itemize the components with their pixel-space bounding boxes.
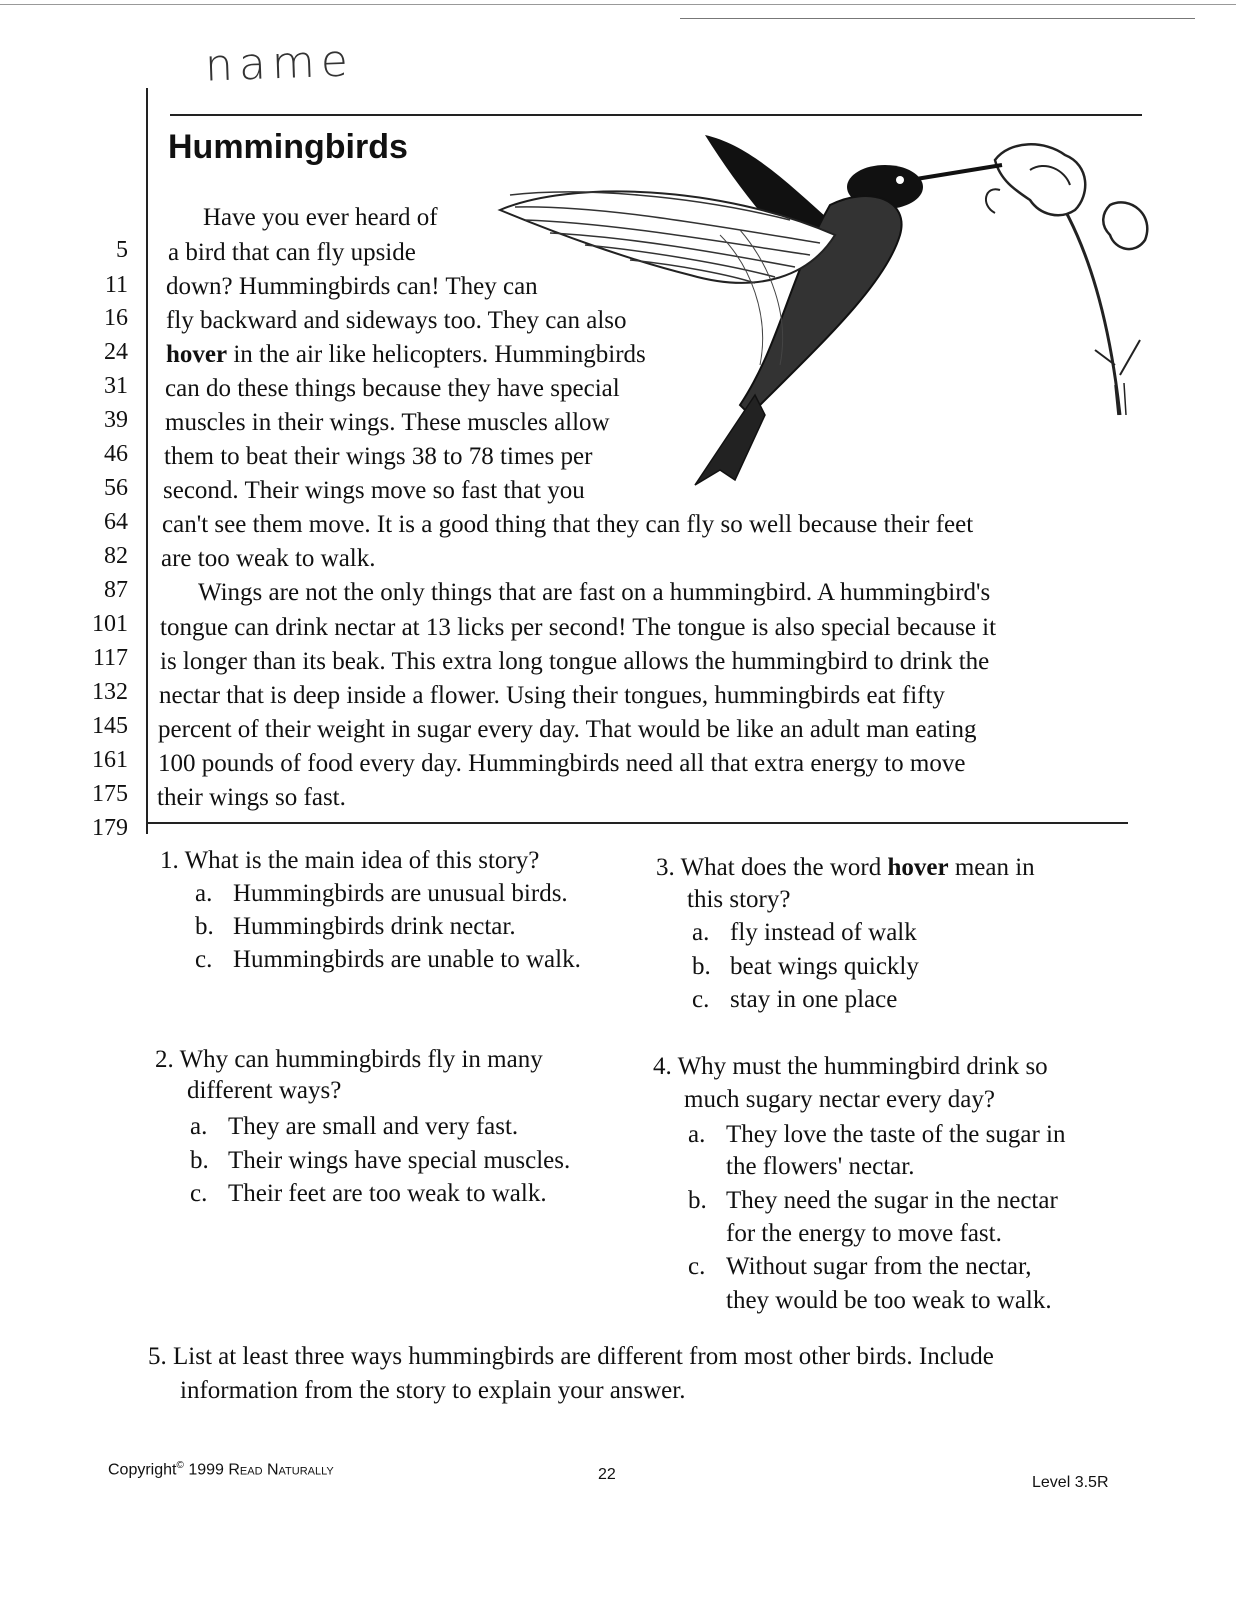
section-rule — [148, 822, 1128, 824]
option-text: fly instead of walk — [730, 919, 917, 946]
option-letter: b. — [688, 1187, 707, 1214]
top-edge-line — [0, 4, 1236, 5]
line-number: 11 — [104, 272, 128, 298]
passage-text: percent of their weight in sugar every day. That would be like an adult man eating — [158, 716, 977, 743]
vocab-word: hover — [166, 341, 228, 368]
passage-line — [198, 576, 990, 610]
passage-line — [157, 781, 346, 815]
line-number: 16 — [104, 305, 128, 331]
line-number: 24 — [104, 339, 128, 365]
question-4-line2: much sugary nectar every day? — [684, 1086, 995, 1113]
line-number: 46 — [104, 441, 128, 467]
question-number: 4. — [653, 1053, 672, 1080]
passage-text: in the air like helicopters. Hummingbirds — [227, 341, 646, 368]
option-text: They are small and very fast. — [228, 1113, 519, 1140]
passage-line — [163, 474, 585, 508]
option-letter: b. — [692, 953, 711, 980]
passage-line — [162, 508, 973, 542]
passage-line — [158, 747, 965, 781]
passage-text: are too weak to walk. — [161, 545, 376, 572]
passage-text: muscles in their wings. These muscles allow — [165, 409, 610, 436]
passage-text: down? Hummingbirds can! They can — [166, 273, 538, 300]
question-text-pre: What does the word — [680, 854, 888, 881]
q1-option-a[interactable] — [195, 877, 568, 910]
option-letter: a. — [692, 919, 710, 946]
option-text: Their feet are too weak to walk. — [228, 1180, 547, 1207]
option-text: Their wings have special muscles. — [228, 1147, 571, 1174]
option-letter: c. — [190, 1180, 208, 1207]
q2-option-b[interactable] — [190, 1144, 570, 1177]
option-letter: a. — [190, 1113, 208, 1140]
question-number: 5. — [148, 1343, 167, 1370]
option-text: Without sugar from the nectar, — [726, 1253, 1032, 1280]
passage-text: can do these things because they have special — [165, 375, 620, 402]
passage-text: Wings are not the only things that are fast on a hummingbird. A hummingbird's — [198, 579, 991, 606]
q4-option-b-line2: for the energy to move fast. — [726, 1220, 1002, 1247]
passage-line — [165, 372, 620, 406]
passage-line — [166, 304, 627, 338]
line-number: 117 — [92, 645, 128, 671]
line-number: 179 — [92, 815, 128, 841]
passage-text: a bird that can fly upside — [168, 239, 416, 266]
option-letter: b. — [195, 913, 214, 940]
line-number: 31 — [104, 373, 128, 399]
passage-text: tongue can drink nectar at 13 licks per second! The tongue is also special because it — [160, 614, 997, 641]
q3-option-b[interactable] — [692, 950, 919, 983]
q3-option-c[interactable] — [692, 983, 897, 1016]
level-label: Level 3.5R — [1032, 1474, 1109, 1491]
question-3 — [656, 851, 1035, 884]
q4-option-c[interactable] — [688, 1250, 1032, 1283]
question-number: 3. — [656, 854, 675, 881]
copyright-year: 1999 — [188, 1461, 224, 1479]
q3-option-a[interactable] — [692, 916, 917, 949]
line-number: 161 — [92, 747, 128, 773]
line-number: 5 — [116, 237, 128, 263]
passage-text: them to beat their wings 38 to 78 times per — [164, 443, 593, 470]
passage-text: fly backward and sideways too. They can also — [166, 307, 627, 334]
q2-option-c[interactable] — [190, 1177, 547, 1210]
option-text: Hummingbirds are unusual birds. — [233, 880, 568, 907]
passage-line — [165, 406, 610, 440]
line-number: 56 — [104, 475, 128, 501]
passage-text: their wings so fast. — [157, 784, 346, 811]
copyright-notice — [108, 1460, 334, 1479]
passage-line — [203, 201, 438, 235]
option-text: Hummingbirds drink nectar. — [233, 913, 516, 940]
option-letter: a. — [688, 1121, 706, 1148]
option-text: beat wings quickly — [730, 953, 919, 980]
q4-option-a-line2: the flowers' nectar. — [726, 1153, 915, 1180]
passage-line — [159, 679, 945, 713]
q4-option-a[interactable] — [688, 1118, 1065, 1151]
question-text-post: mean in — [948, 854, 1035, 881]
page-number: 22 — [598, 1466, 616, 1483]
line-number: 87 — [104, 577, 128, 603]
question-2 — [155, 1043, 543, 1076]
question-number: 1. — [160, 847, 179, 874]
question-5 — [148, 1340, 994, 1373]
passage-line — [166, 270, 538, 304]
option-letter: a. — [195, 880, 213, 907]
q1-option-c[interactable] — [195, 943, 581, 976]
passage-line — [164, 440, 592, 474]
question-4 — [653, 1050, 1048, 1083]
passage-text: Have you ever heard of — [203, 204, 438, 231]
question-text: Why can hummingbirds fly in many — [179, 1046, 543, 1073]
line-number: 39 — [104, 407, 128, 433]
copyright-word: Copyright — [108, 1461, 177, 1479]
line-number: 82 — [104, 543, 128, 569]
q2-option-a[interactable] — [190, 1110, 518, 1143]
copyright-mark: © — [176, 1460, 184, 1471]
q1-option-b[interactable] — [195, 910, 516, 943]
option-letter: c. — [688, 1253, 706, 1280]
question-1 — [160, 844, 539, 877]
question-text: What is the main idea of this story? — [184, 847, 540, 874]
line-number: 175 — [92, 781, 128, 807]
passage-text: second. Their wings move so fast that you — [163, 477, 585, 504]
publisher: Read Naturally — [228, 1461, 334, 1479]
top-right-line — [680, 18, 1195, 19]
line-number: 64 — [104, 509, 128, 535]
header-rule — [170, 114, 1142, 116]
passage-text: is longer than its beak. This extra long tongue allows the hummingbird to drink the — [160, 648, 990, 675]
margin-rule — [146, 88, 148, 834]
option-text: stay in one place — [730, 986, 898, 1013]
option-text: Hummingbirds are unable to walk. — [233, 946, 581, 973]
page-title: Hummingbirds — [168, 128, 408, 166]
passage-line — [161, 542, 376, 576]
passage-line — [166, 338, 646, 372]
handwritten-name: name — [204, 35, 355, 92]
line-number: 145 — [92, 713, 128, 739]
q4-option-b[interactable] — [688, 1184, 1058, 1217]
option-text: They love the taste of the sugar in — [726, 1121, 1066, 1148]
question-text: Why must the hummingbird drink so — [677, 1053, 1048, 1080]
option-letter: b. — [190, 1147, 209, 1174]
question-5-line2: information from the story to explain your answer. — [180, 1377, 686, 1404]
option-letter: c. — [195, 946, 213, 973]
passage-line — [158, 713, 976, 747]
question-number: 2. — [155, 1046, 174, 1073]
option-letter: c. — [692, 986, 710, 1013]
passage-line — [168, 236, 416, 270]
passage-text: 100 pounds of food every day. Hummingbirds need all that extra energy to move — [158, 750, 966, 777]
question-3-line2: this story? — [687, 886, 791, 913]
passage-text: can't see them move. It is a good thing that they can fly so well because their feet — [162, 511, 974, 538]
passage-line — [160, 611, 996, 645]
question-text: List at least three ways hummingbirds are different from most other birds. Include — [173, 1343, 994, 1370]
passage-text: nectar that is deep inside a flower. Using their tongues, hummingbirds eat fifty — [159, 682, 945, 709]
line-number: 101 — [92, 611, 128, 637]
passage-line — [160, 645, 989, 679]
line-number: 132 — [92, 679, 128, 705]
question-text-bold: hover — [887, 854, 949, 881]
q4-option-c-line2: they would be too weak to walk. — [726, 1287, 1052, 1314]
option-text: They need the sugar in the nectar — [726, 1187, 1058, 1214]
question-2-line2: different ways? — [187, 1077, 342, 1104]
